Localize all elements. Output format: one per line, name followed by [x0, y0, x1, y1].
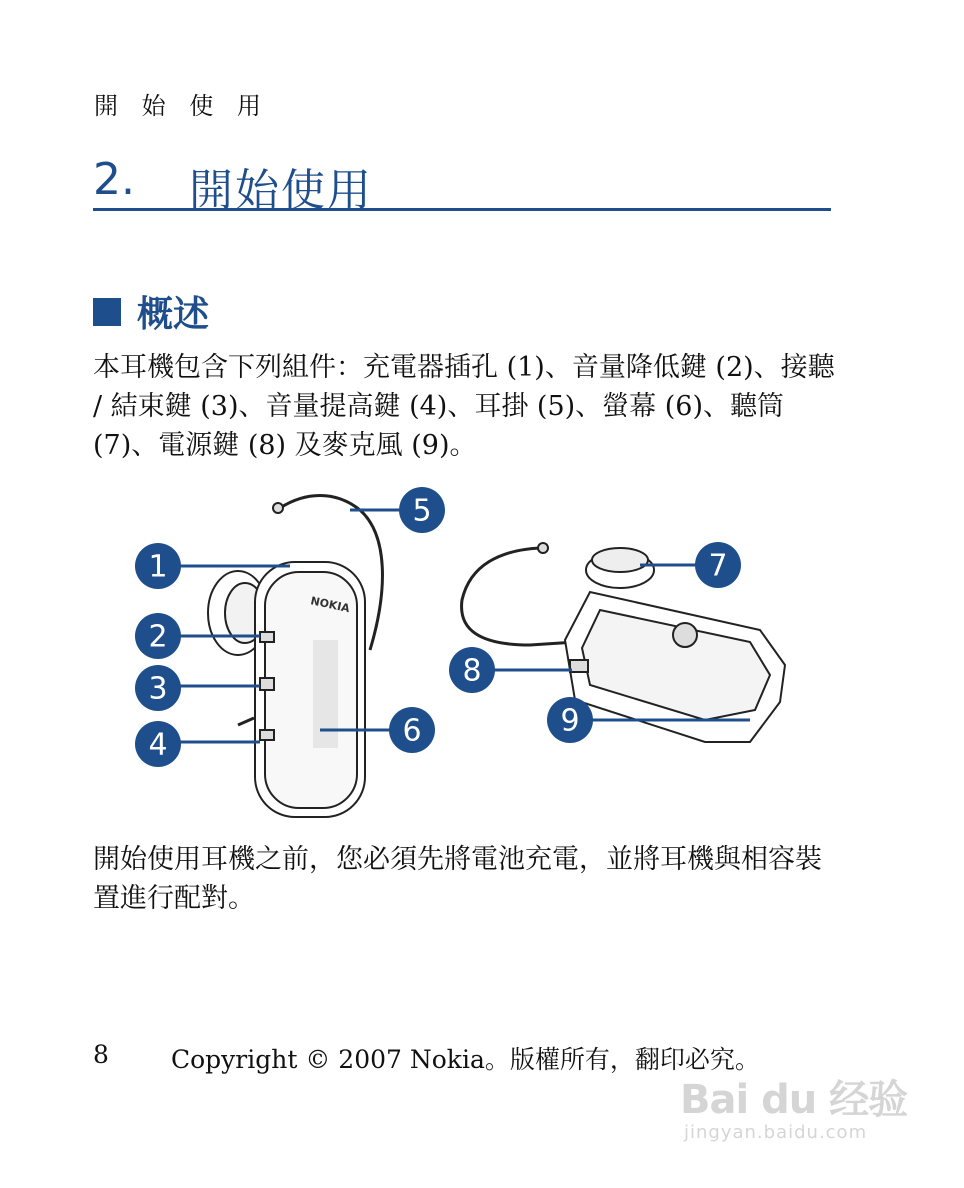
callout-number-4: 4 — [148, 727, 168, 763]
baidu-watermark — [680, 1050, 910, 1150]
copyright-notice: Copyright © 2007 Nokia。版權所有，翻印必究。 — [171, 1045, 760, 1074]
callout-1 — [135, 543, 181, 589]
chapter-heading — [93, 148, 831, 216]
callout-8 — [449, 647, 495, 693]
callout-3 — [135, 665, 181, 711]
callout-number-1: 1 — [148, 549, 168, 585]
watermark-brand: Bai du 经验 — [680, 1077, 908, 1123]
section-bullet-square — [93, 298, 121, 326]
section-title: 概述 — [137, 294, 210, 335]
callout-number-7: 7 — [708, 548, 728, 584]
callout-9 — [547, 697, 593, 743]
callout-5 — [399, 487, 445, 533]
headset-figure — [120, 480, 840, 825]
device-brand-label: NOKIA — [309, 594, 351, 616]
callout-7 — [695, 542, 741, 588]
intro-paragraph: 本耳機包含下列組件：充電器插孔 (1)、音量降低鍵 (2)、接聽 / 結束鍵 (3)、音量提高鍵 (4)、耳掛 (5)、螢幕 (6)、聽筒 (7)、電源鍵 (8) 及麥克風 (9)。 — [93, 352, 835, 461]
section-heading — [93, 286, 209, 337]
note-paragraph: 開始使用耳機之前，您必須先將電池充電，並將耳機與相容裝置進行配對。 — [93, 844, 822, 914]
running-head: 開 始 使 用 — [94, 92, 269, 120]
callout-2 — [135, 613, 181, 659]
callout-number-5: 5 — [412, 493, 432, 529]
chapter-number: 2. — [93, 154, 135, 205]
callout-number-6: 6 — [402, 713, 422, 749]
watermark-url: jingyan.baidu.com — [684, 1122, 868, 1143]
chapter-title: 開始使用 — [189, 165, 373, 216]
headset-front-illustration — [208, 496, 382, 818]
callout-number-8: 8 — [462, 653, 482, 689]
callout-number-2: 2 — [148, 619, 168, 655]
page-number: 8 — [93, 1040, 109, 1069]
callout-number-3: 3 — [148, 671, 168, 707]
callout-4 — [135, 721, 181, 767]
callout-6 — [389, 707, 435, 753]
callout-number-9: 9 — [560, 703, 580, 739]
